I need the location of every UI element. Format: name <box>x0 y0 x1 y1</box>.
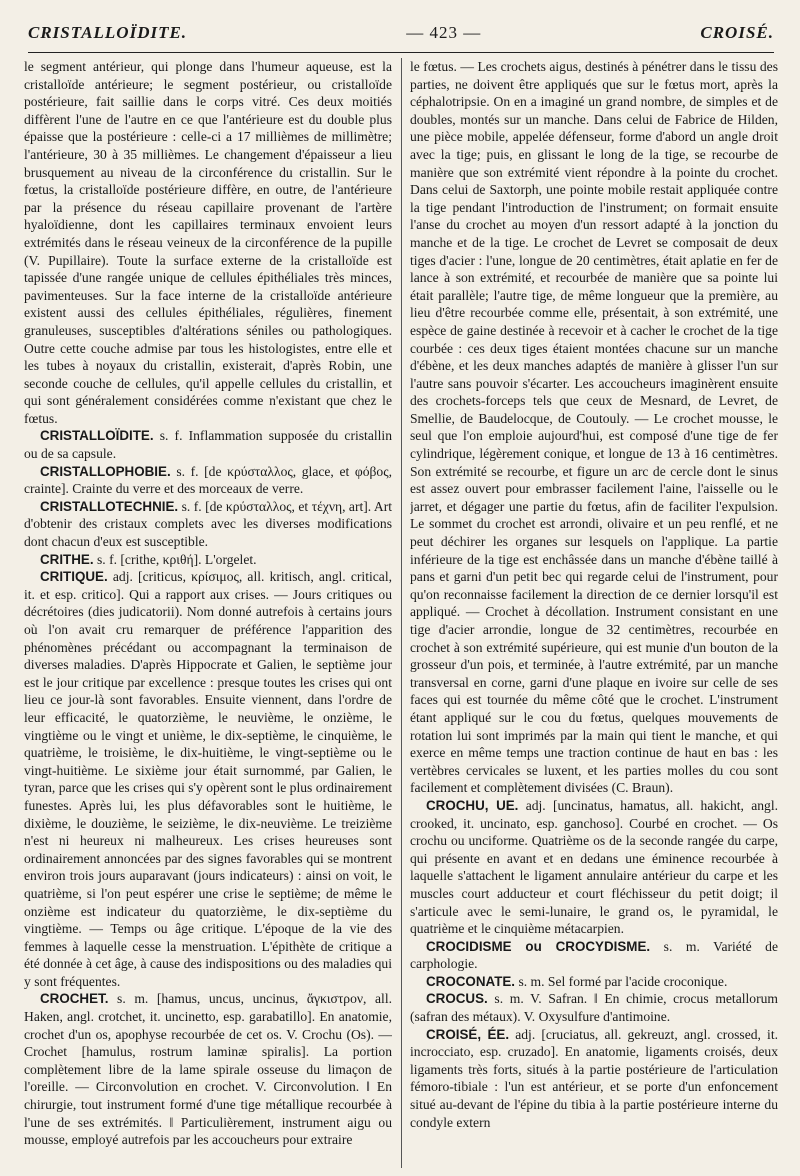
dictionary-entry <box>410 990 778 1025</box>
entry-text: adj. [uncinatus, hamatus, all. hakicht, angl. crooked, it. uncinato, esp. ganchoso]. Courbé en crochet. — Os crochu ou unciforme. Quatrième os de la seconde rangée du carpe, qui présente en avant et en dedans une éminence recourbée à laquelle s'attachent le ligament annulaire antérieur du carpe et les muscles court adducteur et court fléchisseur du petit doigt; il s'articule avec le semi-lunaire, le grand os, le pyramidal, le quatrième et le cinquième métacarpien. <box>410 797 778 937</box>
dictionary-entry <box>410 973 778 991</box>
entry-text: s. m. V. Safran. ‖ En chimie, crocus metallorum (safran des métaux). V. Oxysulfure d'antimoine. <box>410 991 778 1025</box>
dictionary-entry <box>410 797 778 938</box>
column-divider <box>401 58 402 1168</box>
page-number: — 423 — <box>406 23 482 42</box>
entry-text: s. m. Variété de carphologie. <box>410 938 778 972</box>
page-header <box>28 18 774 48</box>
entry-text: s. f. [de κρύσταλλος, et τέχνη, art]. Art d'obtenir des cristaux complets avec les diverses modifications dont chacun d'eux est susceptible. <box>24 498 392 550</box>
dictionary-entry <box>24 990 392 1148</box>
entry-text: s. f. [de κρύσταλλος, glace, et φόβος, crainte]. Crainte du verre et des morceaux de verre. <box>24 463 392 497</box>
dictionary-entry <box>410 58 778 797</box>
entry-headword: CROCUS. <box>426 991 488 1007</box>
header-right-guideword: CROISÉ. <box>700 23 774 42</box>
entry-text: s. m. [hamus, uncus, uncinus, ἄγκιστρον, all. Haken, angl. crotchet, it. uncinetto, esp. garabatillo]. En anatomie, crochet d'un os, apophyse recourbée de cet os. V. Crochu (Os). — Crochet [hamulus, rostrum laminæ spiralis]. La portion complètement libre de la lame spirale osseuse du limaçon de l'oreille. — Circonvolution en crochet. V. Circonvolution. ‖ En chirurgie, tout instrument formé d'une tige métallique recourbée à l'une de ses extrémités. ‖ Particulièrement, instrument aigu ou mousse, employé autrefois par les accoucheurs pour extraire <box>24 991 392 1148</box>
header-rule <box>28 52 774 53</box>
entry-text: le fœtus. — Les crochets aigus, destinés à pénétrer dans le tissu des parties, ne doivent être appliqués que sur le fœtus mort, après la céphalotripsie. On en a imaginé un grand nombre, de simples et de doubles, montés sur un manche. Dans celui de Fabrice de Hilden, une pièce mobile, appelée défenseur, forme d'abord un angle droit avec la tige; puis, en glissant le long de la tige, se recourbe de manière que son extrémité vient répondre à la pointe du crochet. Dans celui de Saxtorph, une pointe mobile restait appliquée contre la tige pendant l'introduction de l'instrument; on formait ensuite l'anse du crochet au moyen d'un ressort adapté à la jonction du manche et de la tige. Le crochet de Levret se composait de deux tiges d'acier : l'une, longue de 20 centimètres, était aplatie en fer de lance à son extrémité, et recourbée de manière que sa pointe lui était parallèle; l'autre tige, de même longueur que la première, au lieu d'être recourbée comme elle, présentait, à son extrémité, une espèce de gaine destinée à recevoir et à cacher le crochet de la tige courbée : ces deux tiges étaient montées chacune sur un manche d'ébène, et les deux manches adaptés de manière à glisser l'un sur l'autre sans pouvoir s'écarter. Les accoucheurs imaginèrent ensuite des crochets-forceps tels que ceux de Mesnard, de Levret, de Smellie, de Baudelocque, de Coutouly. — Le crochet mousse, le seul que l'on emploie aujourd'hui, est composé d'une tige de fer cylindrique, légèrement conique, et longue de 13 à 16 centimètres. Son extrémité se recourbe, et figure un arc de cercle dont le sinus est assez ouvert pour embrasser facilement l'aine, l'aisselle ou le jarret, et dégager une partie du fœtus, afin de faciliter l'expulsion. Le sommet du crochet est arrondi, olivaire et un peu renflé, et ne peut déchirer les organes sur lesquels on l'applique. La partie inférieure de la tige est enchâssée dans un manche d'ébène taillé à pans et garni d'un petit bec qui regarde celui de l'instrument, pour qu'on reconnaisse facilement la direction de ce dernier lorsqu'il est appliqué. — Crochet à décollation. Instrument consistant en une tige d'acier arrondie, longue de 32 centimètres, recourbée en crochet à son extrémité supérieure, qui est munie d'un bouton de la grosseur d'un pois, et terminée, à l'autre extrémité, par un manche transversal en corne, garni d'une plaque en ivoire sur celle de ses faces qui est tournée du même côté que le crochet. L'instrument étant appliqué sur le cou du fœtus, quelques mouvements de rotation lui sont imprimés par la main qui tient le manche, et qui exerce en même temps une traction continue de haut en bas : les vertèbres cervicales se luxent, et les parties molles du cou sont facilement et complètement divisées (C. Braun). <box>410 59 778 796</box>
entry-text: le segment antérieur, qui plonge dans l'humeur aqueuse, est la cristalloïde antérieure; le segment postérieur, ou cristalloïde postérieure, fait saillie dans le corps vitré. Ces deux moitiés diffèrent l'une de l'autre en ce que l'antérieure est du double plus épaisse que la postérieure : celle-ci a 17 millièmes de millimètre; l'antérieure, 30 à 35 millièmes. Le changement d'épaisseur a lieu brusquement au niveau de la circonférence du cristallin. Sur le fœtus, la cristalloïde postérieure diffère, en outre, de l'antérieure par la présence du réseau capillaire provenant de l'artère hyaloïdienne, dont les capillaires terminaux envoient leurs extrémités dans le réseau veineux de la circonférence de la pupille (V. Pupillaire). Toute la surface externe de la cristalloïde est tapissée d'une rangée unique de cellules épithéliales très minces, pavimenteuses. Sur la face interne de la cristalloïde antérieure existent aussi des cellules épithéliales, régulières, finement granuleuses, susceptibles d'altérations séniles ou pathologiques. Outre cette couche admise par tous les histologistes, entre elle et les tubes à noyaux du cristallin, existerait, d'après Robin, une seconde couche de cellules, qu'il appelle cellules du cristallin, et qui sont généralement considérées comme n'existant que chez le fœtus. <box>24 59 392 426</box>
header-left-guideword: CRISTALLOÏDITE. <box>28 23 188 42</box>
entry-headword: CROCIDISME ou CROCYDISME. <box>426 938 651 954</box>
entry-headword: CROCHET. <box>40 991 109 1007</box>
dictionary-entry <box>24 427 392 462</box>
entry-headword: CROISÉ, ÉE. <box>426 1026 510 1042</box>
dictionary-entry <box>24 58 392 427</box>
entry-text: adj. [cruciatus, all. gekreuzt, angl. crossed, it. incrocciato, esp. cruzado]. En anatomie, ligaments croisés, deux ligaments très forts, situés à la partie postérieure de l'articulation fémoro-tibiale : l'un est antérieur, et se porte d'un enfoncement situé au-devant de l'épine du tibia à la partie postérieure interne du condyle extern <box>410 1026 778 1130</box>
dictionary-entry <box>24 498 392 551</box>
dictionary-entry <box>24 568 392 990</box>
entry-text: s. m. Sel formé par l'acide croconique. <box>518 973 728 989</box>
dictionary-entry <box>24 463 392 498</box>
entry-headword: CRITIQUE. <box>40 569 108 585</box>
dictionary-entry <box>410 938 778 973</box>
entry-text: s. f. [crithe, κριθή]. L'orgelet. <box>96 551 257 567</box>
entry-headword: CRISTALLOTECHNIE. <box>40 498 179 514</box>
entry-headword: CRITHE. <box>40 551 94 567</box>
entry-text: adj. [criticus, κρίσιμος, all. kritisch, angl. critical, it. et esp. critico]. Qui a rapport aux crises. — Jours critiques ou décrétoires (dies judicatorii). Nom donné autrefois à certains jours où l'on avait cru remarquer de préférence l'apparition des phénomènes précédant ou accompagnant la terminaison de diverses maladies. D'après Hippocrate et Galien, le septième jour est le jour critique par excellence : presque toutes les crises qui ont lieu ce jour-là sont favorables. Ensuite viennent, dans l'ordre de leur efficacité, le quatorzième, le neuvième, le onzième, le vingtième ou le vingt et unième, le dix-septième, le cinquième, le quatrième, le troisième, le dix-huitième, le vingt-septième ou le vingt-huitième. Le sixième jour était surnommé, par Galien, le tyran, parce que les crises qui s'y opèrent sont le plus ordinairement funestes. Après lui, les plus défavorables sont le huitième, le dixième, le douzième, le seizième, le dix-neuvième. Le treizième n'est ni heureux ni malheureux. Les crises heureuses sont ordinairement annoncées par des signes favorables qui se montrent environ trois jours auparavant (jours indicateurs) : ainsi on voit, le quatrième, si l'on peut espérer une crise le septième; de même le onzième est indicateur du quatorzième, le dix-septième du vingtième. — Temps ou âge critique. L'époque de la vie des femmes à laquelle cesse la menstruation. L'épithète de critique a été donnée à cet âge, à cause des indispositions ou des maladies qui y sont fréquentes. <box>24 569 392 989</box>
right-column <box>410 58 778 1168</box>
entry-text: s. f. Inflammation supposée du cristallin ou de sa capsule. <box>24 428 392 462</box>
entry-headword: CRISTALLOPHOBIE. <box>40 463 171 479</box>
entry-headword: CROCHU, UE. <box>426 797 519 813</box>
left-column <box>24 58 392 1168</box>
dictionary-entry <box>410 1026 778 1132</box>
entry-headword: CRISTALLOÏDITE. <box>40 428 154 444</box>
dictionary-entry <box>24 551 392 569</box>
entry-headword: CROCONATE. <box>426 973 516 989</box>
